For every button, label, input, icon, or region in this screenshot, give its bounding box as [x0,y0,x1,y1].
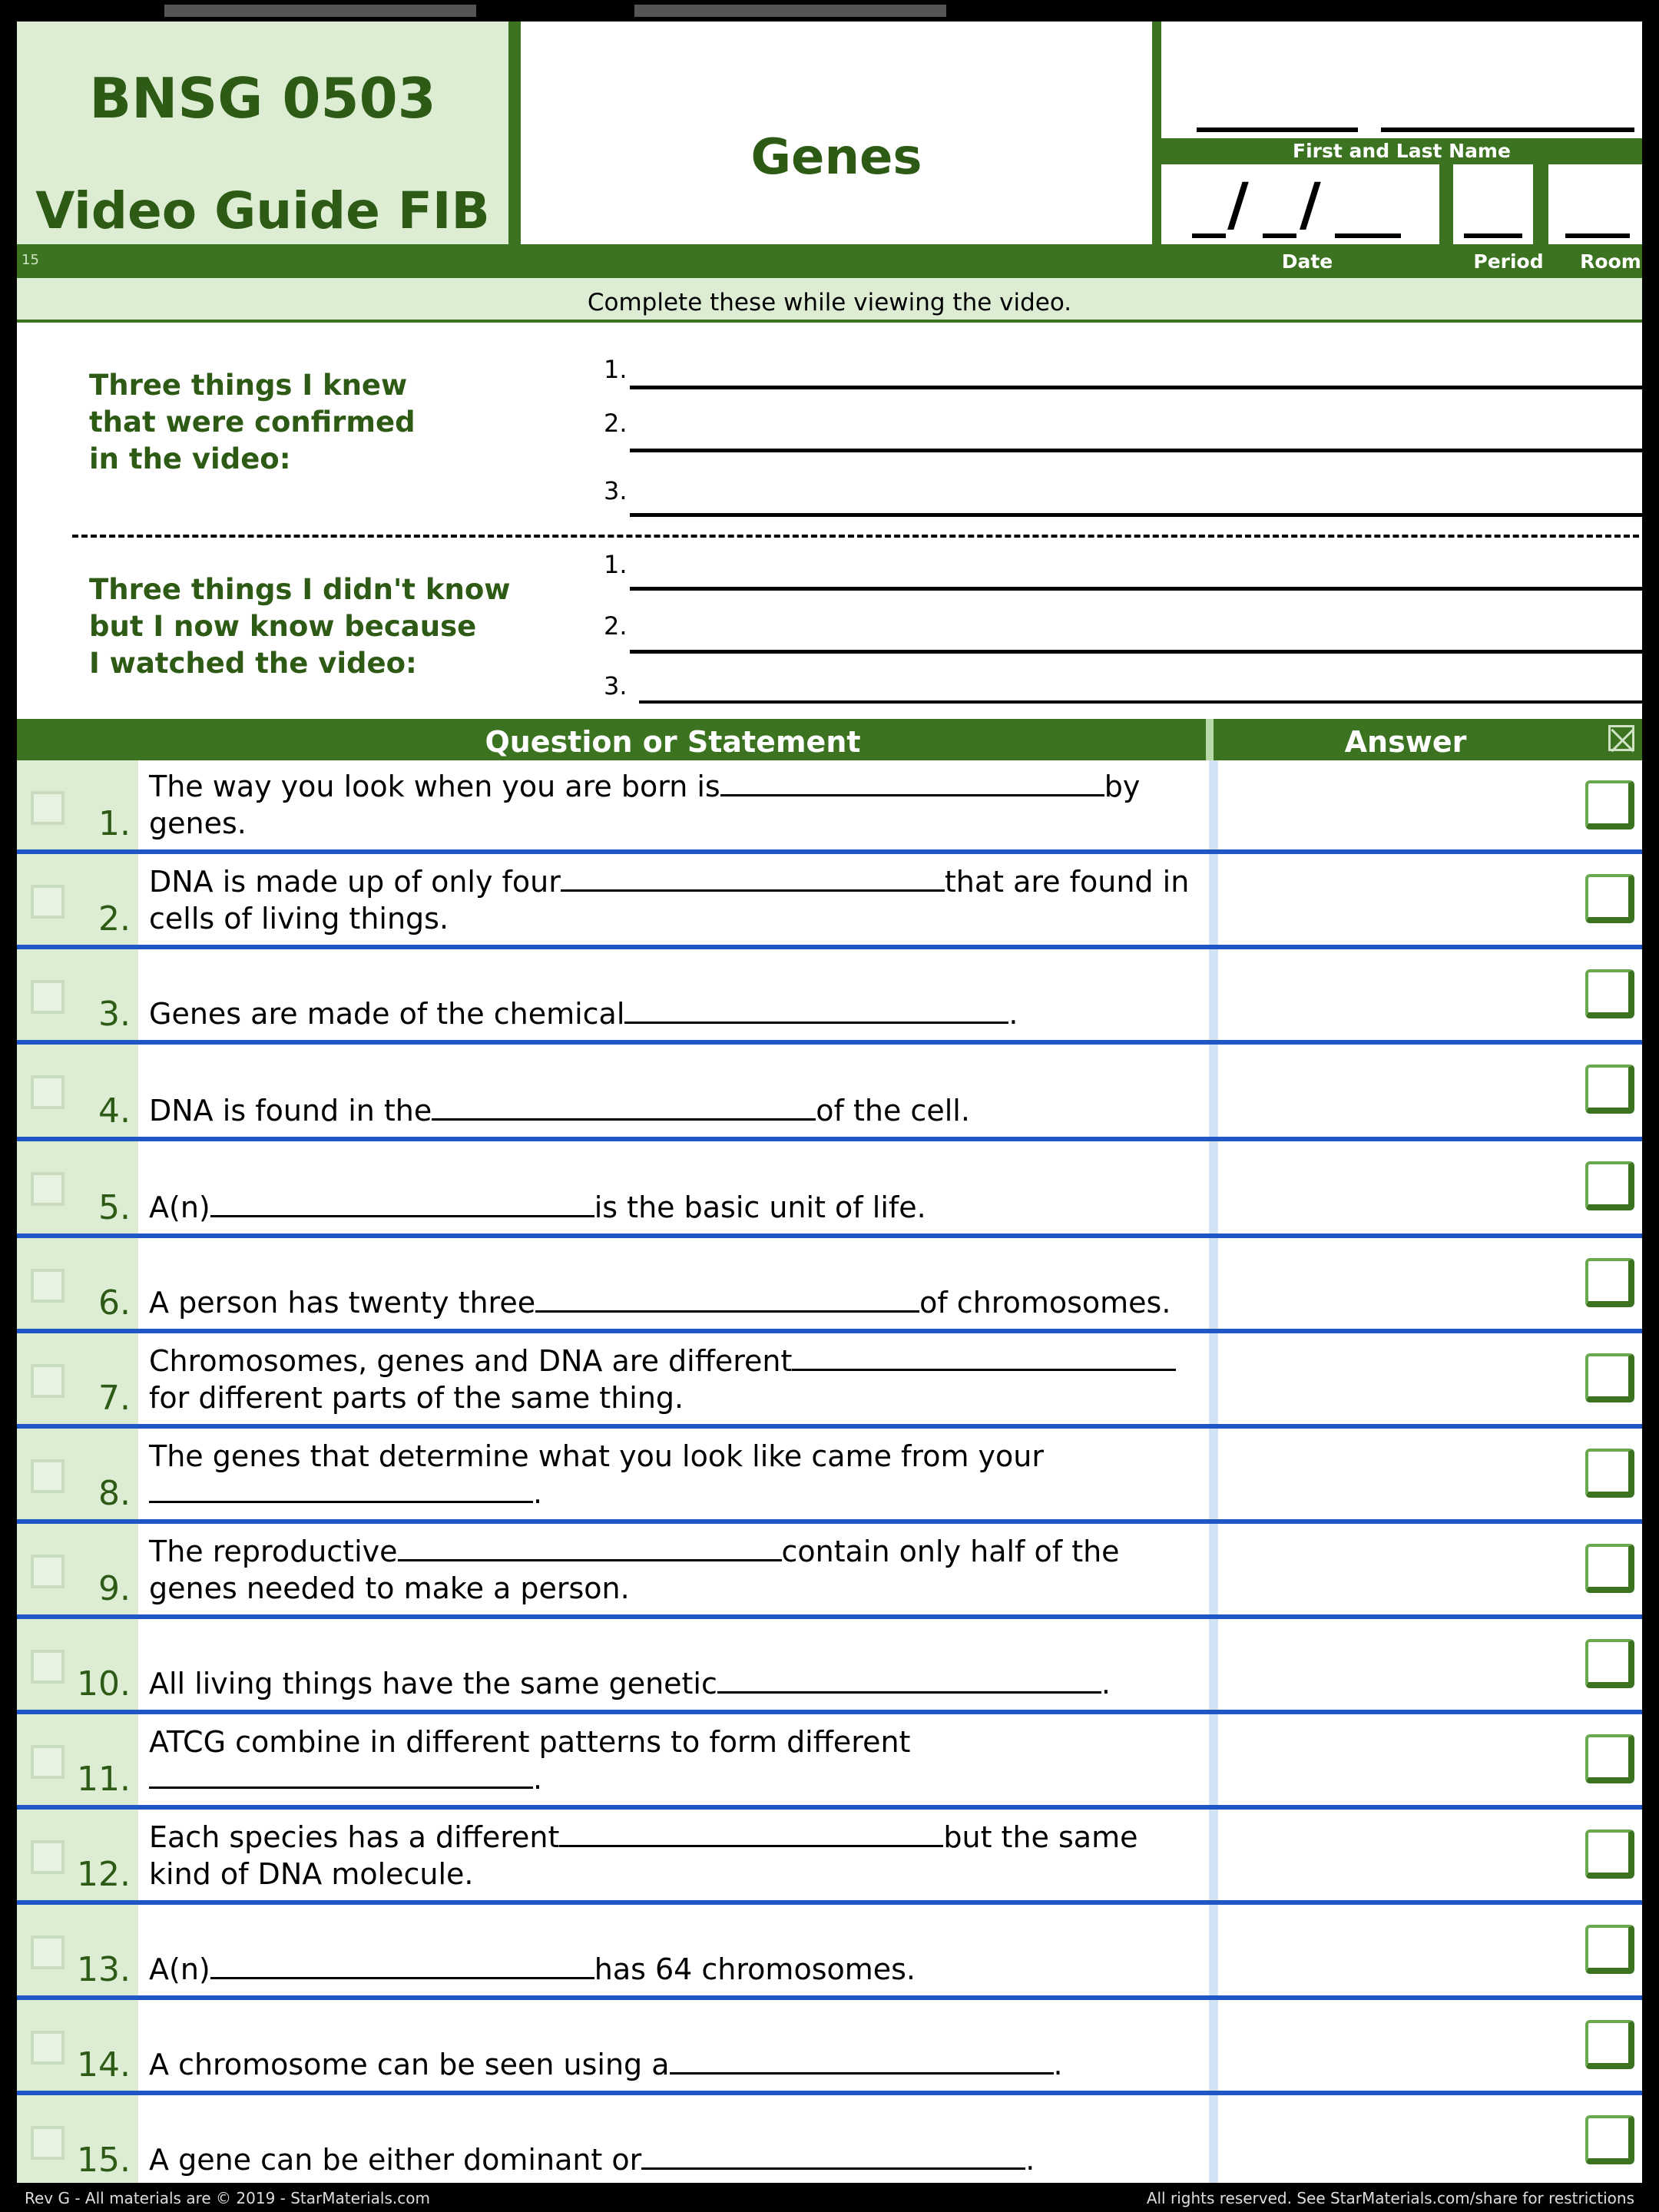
fill-in-blank[interactable] [432,1094,816,1121]
question-row [17,1714,1642,1810]
question-text-after: has 64 chromosomes. [594,1952,916,1986]
answer-cell[interactable] [1218,1810,1602,1900]
column-divider [1209,1905,1218,1995]
question-text [149,768,1209,842]
question-text-before: A(n) [149,1952,210,1986]
question-text-before: A chromosome can be seen using a [149,2048,670,2081]
row-number-cell [17,1333,138,1424]
header-column-divider [1206,719,1214,760]
question-number: 5. [98,1188,131,1227]
didnt-know-answer-line-3[interactable] [639,700,1644,704]
question-number: 1. [98,804,131,843]
didnt-know-heading-line: but I now know because [89,610,477,643]
question-number: 3. [98,995,131,1034]
fill-in-blank[interactable] [717,1667,1101,1694]
row-checkbox[interactable] [31,2126,65,2160]
header-separator [508,22,521,244]
row-checkbox[interactable] [31,1745,65,1779]
room-line [1565,233,1630,238]
question-row [17,854,1642,949]
fill-in-blank[interactable] [670,2048,1054,2075]
question-row [17,1045,1642,1141]
fill-in-blank[interactable] [149,1476,533,1503]
top-tab-left [164,5,476,17]
question-number: 12. [77,1855,131,1894]
answer-column-header: Answer [1344,725,1467,759]
question-text-before: A(n) [149,1190,210,1224]
answer-cell[interactable] [1218,1141,1602,1233]
question-text-before: A person has twenty three [149,1286,536,1320]
question-text [149,863,1209,937]
column-divider [1209,1333,1218,1424]
question-text [149,2141,1209,2178]
question-row [17,760,1642,854]
row-checkbox[interactable] [31,1269,65,1303]
row-number-cell [17,1714,138,1805]
row-checkbox[interactable] [31,1364,65,1398]
answer-checkbox-icon[interactable] [1585,1449,1634,1498]
didnt-know-answer-line-1[interactable] [630,587,1644,591]
date-label: Date [1281,250,1333,273]
footer-right-text: All rights reserved. See StarMaterials.com/share for restrictions [1146,2189,1634,2207]
didnt-know-number: 2. [604,611,628,641]
row-number-cell [17,2095,138,2186]
date-year-line [1335,233,1401,238]
question-text-after: contain only half of the genes needed to make a person. [149,1535,1120,1605]
header-strip [17,244,1642,278]
fill-in-blank[interactable] [561,865,945,892]
row-checkbox[interactable] [31,1840,65,1874]
table-header [17,719,1642,760]
question-number: 9. [98,1569,131,1608]
question-number: 10. [77,1664,131,1704]
question-number: 14. [77,2045,131,2085]
row-number-cell [17,1141,138,1233]
question-text-before: The genes that determine what you look like came from your [149,1439,1044,1473]
question-text-after: but the same kind of DNA molecule. [149,1820,1138,1891]
date-month-line [1192,233,1226,238]
question-text-before: All living things have the same genetic [149,1667,717,1700]
question-text-after: of the cell. [816,1094,970,1128]
answer-cell[interactable] [1218,1619,1602,1710]
question-row [17,949,1642,1045]
question-text [149,1092,1209,1129]
question-number: 7. [98,1379,131,1418]
date-slash-1: / [1227,170,1249,238]
row-checkbox[interactable] [31,1172,65,1206]
period-line [1464,233,1522,238]
row-checkbox[interactable] [31,1555,65,1588]
knew-heading [89,367,416,478]
course-subtitle: Video Guide FIB [35,181,490,240]
date-day-line [1263,233,1296,238]
question-row [17,1524,1642,1619]
knew-heading-line: in the video: [89,442,291,475]
knew-answer-line-2[interactable] [630,449,1644,452]
row-number-cell [17,1524,138,1614]
row-checkbox[interactable] [31,1459,65,1493]
column-divider [1209,2000,1218,2091]
date-slash-2: / [1300,170,1321,238]
course-code: BNSG 0503 [89,66,436,131]
fill-in-blank[interactable] [624,997,1008,1024]
room-label: Room [1580,250,1641,273]
question-text-before: The way you look when you are born is [149,770,720,803]
row-checkbox[interactable] [31,2031,65,2065]
row-checkbox[interactable] [31,1075,65,1109]
answer-checkbox-icon[interactable] [1585,969,1634,1018]
fill-in-blank[interactable] [641,2143,1025,2170]
last-name-line [1381,127,1634,132]
column-divider [1209,1045,1218,1137]
question-text-before: Genes are made of the chemical [149,997,625,1031]
question-text-before: ATCG combine in different patterns to form different [149,1725,911,1759]
question-number: 13. [77,1950,131,1989]
row-checkbox[interactable] [31,1650,65,1684]
answer-checkbox-icon[interactable] [1585,1734,1634,1783]
question-text [149,1951,1209,1988]
didnt-know-number: 1. [604,550,628,579]
row-checkbox[interactable] [31,980,65,1014]
column-divider [1209,2095,1218,2186]
question-text-before: DNA is made up of only four [149,865,561,899]
column-divider [1209,1714,1218,1805]
student-info-area [1152,22,1642,244]
question-text-after: . [1008,997,1018,1031]
question-row [17,2095,1642,2190]
reflection-section [17,323,1642,719]
answer-cell[interactable] [1218,854,1602,945]
question-number: 11. [77,1760,131,1799]
fill-in-blank[interactable] [720,770,1104,796]
row-checkbox[interactable] [31,885,65,919]
answer-cell[interactable] [1218,1045,1602,1137]
answer-checkbox-icon[interactable] [1585,780,1634,830]
instructions-bar [17,278,1642,323]
question-text-before: Chromosomes, genes and DNA are different [149,1344,793,1378]
title-box [521,22,1152,244]
instructions-text: Complete these while viewing the video. [587,289,1072,316]
didnt-know-answer-line-2[interactable] [630,650,1644,654]
knew-number: 1. [604,355,628,384]
fill-in-blank[interactable] [149,1762,533,1789]
knew-number: 2. [604,409,628,438]
question-text-after: . [533,1762,543,1796]
question-text [149,1819,1209,1892]
top-tab-right [634,5,946,17]
answer-checkbox-icon[interactable] [1585,1353,1634,1402]
answer-cell[interactable] [1218,1905,1602,1995]
answer-checkbox-icon[interactable] [1585,2115,1634,2164]
didnt-know-number: 3. [604,671,628,700]
answer-checkbox-icon[interactable] [1585,1830,1634,1879]
question-text-after: . [1025,2143,1035,2177]
period-label: Period [1473,250,1544,273]
answer-cell[interactable] [1218,2000,1602,2091]
answer-checkbox-icon[interactable] [1585,2020,1634,2069]
question-text-before: A gene can be either dominant or [149,2143,642,2177]
question-text-after: that are found in cells of living things. [149,865,1190,935]
question-row [17,1238,1642,1333]
question-number: 6. [98,1283,131,1323]
question-text [149,1284,1209,1321]
answer-cell[interactable] [1218,2095,1602,2186]
question-row [17,1333,1642,1429]
question-text-before: The reproductive [149,1535,398,1568]
row-number-cell [17,760,138,849]
question-text [149,1343,1209,1416]
question-text [149,2046,1209,2083]
answer-checkbox-icon[interactable] [1585,1544,1634,1593]
answer-checkbox-icon[interactable] [1585,1258,1634,1307]
fill-in-blank[interactable] [398,1535,782,1561]
column-divider [1209,1429,1218,1519]
column-divider [1209,1524,1218,1614]
row-number-cell [17,1045,138,1137]
question-row [17,1810,1642,1905]
check-all-icon[interactable] [1608,725,1634,751]
question-text-after: for different parts of the same thing. [149,1381,684,1415]
answer-cell[interactable] [1218,1238,1602,1329]
question-text-after: by genes. [149,770,1141,840]
column-divider [1209,854,1218,945]
column-divider [1209,1810,1218,1900]
question-number: 2. [98,899,131,939]
question-number: 8. [98,1474,131,1513]
knew-heading-line: that were confirmed [89,406,416,439]
question-number: 15. [77,2141,131,2180]
fill-in-blank[interactable] [210,1952,594,1979]
fill-in-blank[interactable] [210,1190,594,1217]
first-name-line [1197,127,1358,132]
footer [17,2183,1642,2212]
knew-answer-line-3[interactable] [630,513,1644,517]
answer-checkbox-icon[interactable] [1585,1161,1634,1210]
didnt-know-heading [89,571,510,682]
course-box [17,22,508,244]
question-row [17,1141,1642,1238]
answer-cell[interactable] [1218,1524,1602,1614]
question-text-after: is the basic unit of life. [594,1190,926,1224]
answer-checkbox-icon[interactable] [1585,1925,1634,1974]
row-number-cell [17,854,138,945]
question-text-after: . [1101,1667,1111,1700]
question-text-before: DNA is found in the [149,1094,432,1128]
answer-cell[interactable] [1218,949,1602,1040]
question-column-header: Question or Statement [485,725,861,759]
question-rows [17,760,1642,2183]
strip-number: 15 [22,252,39,268]
question-text-after: . [533,1476,543,1510]
footer-left-text: Rev G - All materials are © 2019 - StarMaterials.com [25,2189,430,2207]
column-divider [1209,1141,1218,1233]
date-field[interactable] [1161,164,1439,244]
row-number-cell [17,1619,138,1710]
knew-number: 3. [604,476,628,505]
question-text-after: of chromosomes. [919,1286,1171,1320]
question-text [149,1533,1209,1607]
question-text-after: . [1053,2048,1063,2081]
didnt-know-heading-line: I watched the video: [89,647,417,680]
column-divider [1209,760,1218,849]
row-number-cell [17,1238,138,1329]
row-number-cell [17,949,138,1040]
question-number: 4. [98,1091,131,1131]
question-text-before: Each species has a different [149,1820,560,1854]
didnt-know-heading-line: Three things I didn't know [89,573,511,606]
question-text [149,1438,1209,1512]
answer-cell[interactable] [1218,1714,1602,1805]
period-field[interactable] [1453,164,1533,244]
fill-in-blank[interactable] [559,1820,943,1847]
row-number-cell [17,1429,138,1519]
row-number-cell [17,2000,138,2091]
column-divider [1209,1238,1218,1329]
fill-in-blank[interactable] [535,1286,919,1313]
name-label: First and Last Name [1293,140,1511,162]
row-checkbox[interactable] [31,1936,65,1969]
knew-heading-line: Three things I knew [89,369,408,402]
question-row [17,2000,1642,2095]
answer-cell[interactable] [1218,1429,1602,1519]
column-divider [1209,949,1218,1040]
row-number-cell [17,1905,138,1995]
answer-cell[interactable] [1218,760,1602,849]
column-divider [1209,1619,1218,1710]
row-checkbox[interactable] [31,791,65,825]
question-row [17,1619,1642,1714]
question-row [17,1905,1642,2000]
knew-answer-line-1[interactable] [630,386,1644,389]
question-text [149,1189,1209,1226]
name-field[interactable] [1161,22,1642,138]
question-text [149,1665,1209,1702]
question-text [149,1724,1209,1797]
question-row [17,1429,1642,1524]
answer-checkbox-icon[interactable] [1585,874,1634,923]
row-number-cell [17,1810,138,1900]
section-divider [72,535,1639,538]
fill-in-blank[interactable] [792,1344,1176,1371]
topic-title: Genes [750,129,922,186]
answer-checkbox-icon[interactable] [1585,1639,1634,1688]
room-field[interactable] [1548,164,1642,244]
question-text [149,995,1209,1032]
answer-cell[interactable] [1218,1333,1602,1424]
answer-checkbox-icon[interactable] [1585,1065,1634,1114]
